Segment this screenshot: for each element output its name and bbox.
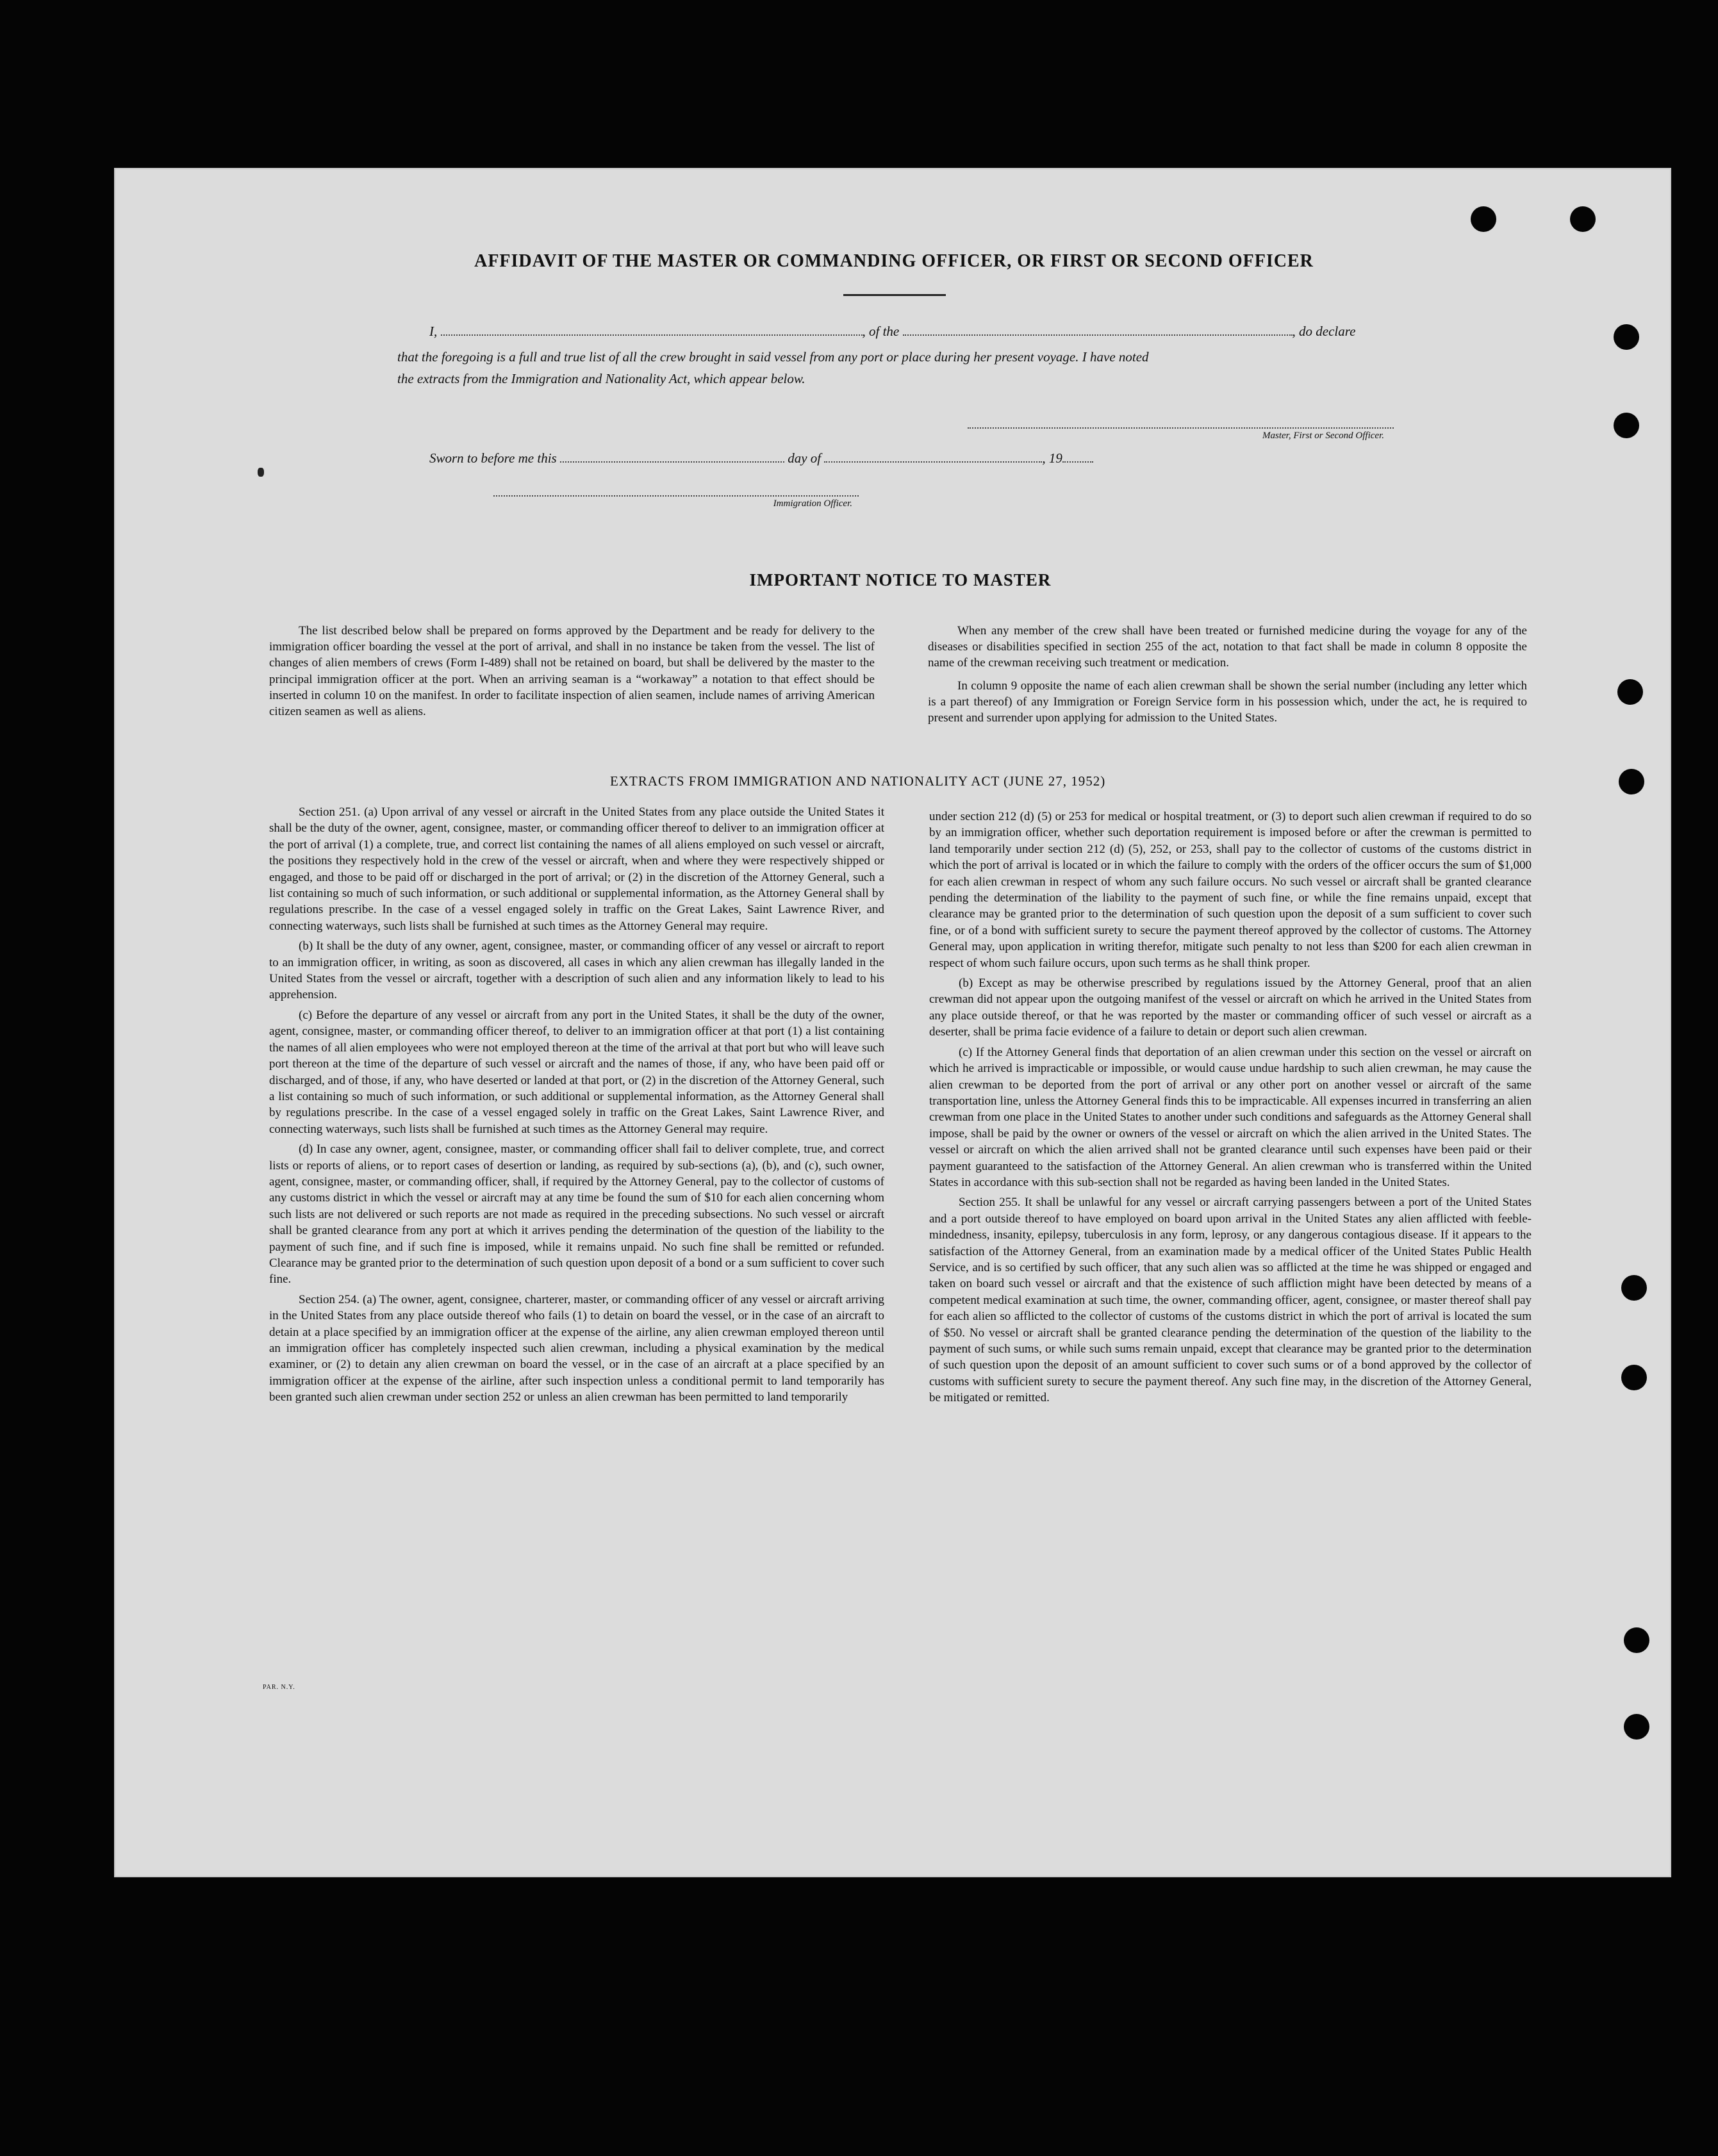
officer-caption: Immigration Officer.: [773, 498, 852, 509]
punch-hole: [1624, 1627, 1649, 1653]
extracts-left-column: [269, 804, 884, 1410]
punch-hole: [1471, 206, 1496, 232]
section-254-b: (b) Except as may be otherwise prescribed by regulations issued by the Attorney General, proof that an alien crewman did not appear upon the outgoing manifest of the vessel or aircraft on which he arrived in the United States from any place outside thereof, or that he was reported by the master or commanding officer of such vessel or aircraft as a deserter, shall be prima facie evidence of a failure to detain or deport such alien crewman.: [929, 976, 1532, 1039]
notice-right-paragraph-1: When any member of the crew shall have been treated or furnished medicine during the voyage for any of the diseases or disabilities specified in section 255 of the act, notation to that fact shall be made in column 8 opposite the name of the crewman receiving such treatment or medication.: [928, 624, 1527, 670]
section-251-b: (b) It shall be the duty of any owner, agent, consignee, master, or commanding officer of any vessel or aircraft to report to an immigration officer, in writing, as soon as discovered, all cases in which any alien crewman has illegally landed in the United States from the vessel or aircraft, together with a description of such alien and any information likely to lead to his apprehension.: [269, 939, 884, 1002]
declaration-do-declare: , do declare: [1292, 324, 1356, 339]
affidavit-title: AFFIDAVIT OF THE MASTER OR COMMANDING OFFICER, OR FIRST OR SECOND OFFICER: [474, 251, 1314, 271]
punch-hole: [1619, 769, 1644, 794]
punch-hole: [1617, 679, 1643, 705]
year-prefix: , 19: [1042, 450, 1062, 466]
notice-right-column: [928, 623, 1527, 730]
declaration-of-the: , of the: [862, 324, 900, 339]
title-underline: [843, 294, 946, 296]
section-251-c: (c) Before the departure of any vessel or aircraft from any port in the United States, it shall be the duty of the owner, agent, consignee, master, or commanding officer thereof, to deliver to an immigration officer at that port (1) a list containing the names of all alien employees who were not employed thereon at the time of the arrival at that port but who will leave such port thereon at the time of the departure of such vessel or aircraft and the names of those, if any, who have been paid off or discharged, and of those, if any, who have deserted or landed at that port, or (2) in the discretion of the Attorney General, such a list containing so much of such information, or such additional or supplemental information, as the Attorney General shall by regulations prescribe. In the case of a vessel engaged solely in traffic on the Great Lakes, Saint Lawrence River, and connecting waterways, such lists shall be furnished at such times as the Attorney General may require.: [269, 1008, 884, 1136]
name-blank[interactable]: [441, 324, 863, 336]
punch-hole: [1570, 206, 1596, 232]
sworn-day-blank[interactable]: [560, 451, 784, 463]
extracts-heading: EXTRACTS FROM IMMIGRATION AND NATIONALITY ACT (JUNE 27, 1952): [610, 773, 1106, 789]
notice-right-paragraph-2: In column 9 opposite the name of each alien crewman shall be shown the serial number (including any letter which is a part thereof) of any Immigration or Foreign Service form in his possession which, under the act, he is required to present and surrender upon applying for admission to the United States.: [928, 679, 1527, 725]
sworn-month-blank[interactable]: [824, 451, 1042, 463]
section-251-a: Section 251. (a) Upon arrival of any vessel or aircraft in the United States from any place outside the United States it shall be the duty of the owner, agent, consignee, master, or commanding officer thereof to deliver to an immigration officer at the port of arrival (1) a complete, true, and correct list containing the names of all aliens employed on such vessel or aircraft, the positions they respectively hold in the crew of the vessel or aircraft, when and where they were respectively shipped or engaged, and those to be paid off or discharged in the port of arrival; or (2) in the discretion of the Attorney General, such a list containing so much of such information, or such additional or supplemental information, as the Attorney General shall by regulations prescribe. In the case of a vessel engaged solely in traffic on the Great Lakes, Saint Lawrence River, and connecting waterways, such lists shall be furnished at such times as the Attorney General may require.: [269, 805, 884, 933]
officer-signature-line[interactable]: [493, 495, 859, 497]
declaration-line-1: [429, 320, 1397, 343]
scan-speck: [258, 468, 264, 477]
sworn-year-blank[interactable]: [1062, 451, 1093, 463]
punch-hole: [1621, 1365, 1647, 1390]
sworn-label: Sworn to before me this: [429, 450, 557, 466]
punch-hole: [1624, 1714, 1649, 1740]
master-caption: Master, First or Second Officer.: [1262, 431, 1384, 441]
declaration-line-2: that the foregoing is a full and true list of all the crew brought in said vessel from any port or place during her present voyage. I have noted: [397, 349, 1149, 365]
printer-mark: PAR. N.Y.: [263, 1684, 295, 1691]
notice-left-paragraph: The list described below shall be prepared on forms approved by the Department and be ready for delivery to the immigration officer boarding the vessel at the port of arrival, and shall in no instance be taken from the vessel. The list of changes of alien members of crews (Form I-489) shall not be retained on board, but shall be delivered by the master to the principal immigration officer at the port. When an arriving seaman is a “workaway” a notation to that effect should be inserted in column 10 on the manifest. In order to facilitate inspection of alien seamen, include names of arriving American citizen seamen as well as aliens.: [269, 624, 875, 719]
declaration-line-3: the extracts from the Immigration and Nationality Act, which appear below.: [397, 371, 805, 386]
notice-left-column: [269, 623, 875, 723]
punch-hole: [1614, 413, 1639, 438]
section-254-a: Section 254. (a) The owner, agent, consignee, charterer, master, or commanding officer of any vessel or aircraft arriving in the United States from any place outside thereof who fails (1) to detain on board the vessel, or in the case of an aircraft to detain at a place specified by an immigration officer at the expense of the airline, any alien crewman employed thereon until an immigration officer has completely inspected such alien crewman, including a physical examination by the medical examiner, or (2) to detain any alien crewman on board the vessel, or in the case of an aircraft at a place specified by an immigration officer at the expense of the airline, after such inspection unless a conditional permit to land temporarily has been granted such alien crewman under section 252 or unless an alien crewman has been permitted to land temporarily: [269, 1292, 884, 1404]
day-of-label: day of: [788, 450, 822, 466]
punch-hole: [1621, 1275, 1647, 1301]
declaration-i: I,: [429, 324, 438, 339]
punch-hole: [1614, 324, 1639, 350]
section-251-d: (d) In case any owner, agent, consignee, master, or commanding officer shall fail to deliver complete, true, and correct lists or reports of aliens, or to report cases of desertion or landing, as required by sub-sections (a), (b), and (c), such owner, agent, consignee, master, or commanding officer, shall, if required by the Attorney General, pay to the collector of customs of any customs district in which the vessel or aircraft may at any time be found the sum of $10 for each alien concerning whom such lists are not delivered or such reports are not made as required in the preceding subsections. No such vessel or aircraft shall be granted clearance from any port at which it arrives pending the determination of the question of the liability to the payment of such fine, and if such fine is imposed, while it remains unpaid. No such fine shall be remitted or refunded. Clearance may be granted prior to the determination of such question upon deposit of a bond or a sum sufficient to cover such fine.: [269, 1142, 884, 1287]
section-254-a-continued: under section 212 (d) (5) or 253 for medical or hospital treatment, or (3) to deport such alien crewman if required to do so by an immigration officer, whether such deportation requirement is imposed before or after the crewman is permitted to land temporarily under section 212 (d) (5), 252, or 253, shall pay to the collector of customs of the customs district in which the port of arrival is located or in which the failure to comply with the orders of the officer occurs the sum of $1,000 for each alien crewman in respect of whom any such failure occurs. No such vessel or aircraft shall be granted clearance pending the determination of the liability to the payment of such fine, or while the fine remains unpaid, except that clearance may be granted prior to the determination of such question upon the deposit of a sum sufficient to cover such fine, or of a bond with sufficient surety to secure the payment thereof approved by the collector of customs. The Attorney General may, upon application in writing therefor, mitigate such penalty to not less than $200 for each alien crewman in respect of whom such failure occurs, upon such terms as he shall think proper.: [929, 810, 1532, 970]
extracts-right-column: [929, 809, 1532, 1410]
sworn-line: [429, 447, 1166, 470]
notice-heading: IMPORTANT NOTICE TO MASTER: [749, 570, 1052, 589]
section-255: Section 255. It shall be unlawful for any vessel or aircraft carrying passengers between a port of the United States and a port outside thereof to have employed on board upon arrival in the United States any alien afflicted with feeble-mindedness, insanity, epilepsy, tuberculosis in any form, leprosy, or any dangerous contagious disease. If it appears to the satisfaction of the Attorney General, from an examination made by a medical officer of the United States Public Health Service, and is so certified by such officer, that any such alien was so afflicted at the time he was shipped or engaged and taken on board such vessel or aircraft and that the existence of such affliction might have been detected by means of a competent medical examination at such time, the owner, commanding officer, agent, consignee, or master thereof shall pay for each alien so afflicted to the collector of customs of the customs district in which the port of arrival is located the sum of $50. No vessel or aircraft shall be granted clearance pending the determination of the question of the liability to the payment of such sums, or while such sums remain unpaid, except that clearance may be granted prior to the determination of such question upon the deposit of an amount sufficient to cover such sums or of a bond approved by the collector of customs with sufficient surety to secure the payment thereof. Any such fine may, in the discretion of the Attorney General, be mitigated or remitted.: [929, 1196, 1532, 1405]
section-254-c: (c) If the Attorney General finds that deportation of an alien crewman under this section on the vessel or aircraft on which he arrived is impracticable or impossible, or would cause undue hardship to such alien crewman, he may cause the alien crewman to be deported from the port of arrival or any other port on another vessel or aircraft of the same transportation line, unless the Attorney General finds this to be impracticable. All expenses incurred in transferring an alien crewman from one place in the United States to another under such conditions and safeguards as the Attorney General shall impose, shall be paid by the owner or owners of the vessel or aircraft on which the alien arrived in the United States. The vessel or aircraft on which the alien arrived shall not be granted clearance until such expenses have been paid or their payment guaranteed to the satisfaction of the Attorney General. An alien crewman who is transferred within the United States in accordance with this sub-section shall not be regarded as having been landed in the United States.: [929, 1045, 1532, 1189]
master-signature-line[interactable]: [968, 427, 1394, 429]
vessel-blank[interactable]: [903, 324, 1293, 336]
